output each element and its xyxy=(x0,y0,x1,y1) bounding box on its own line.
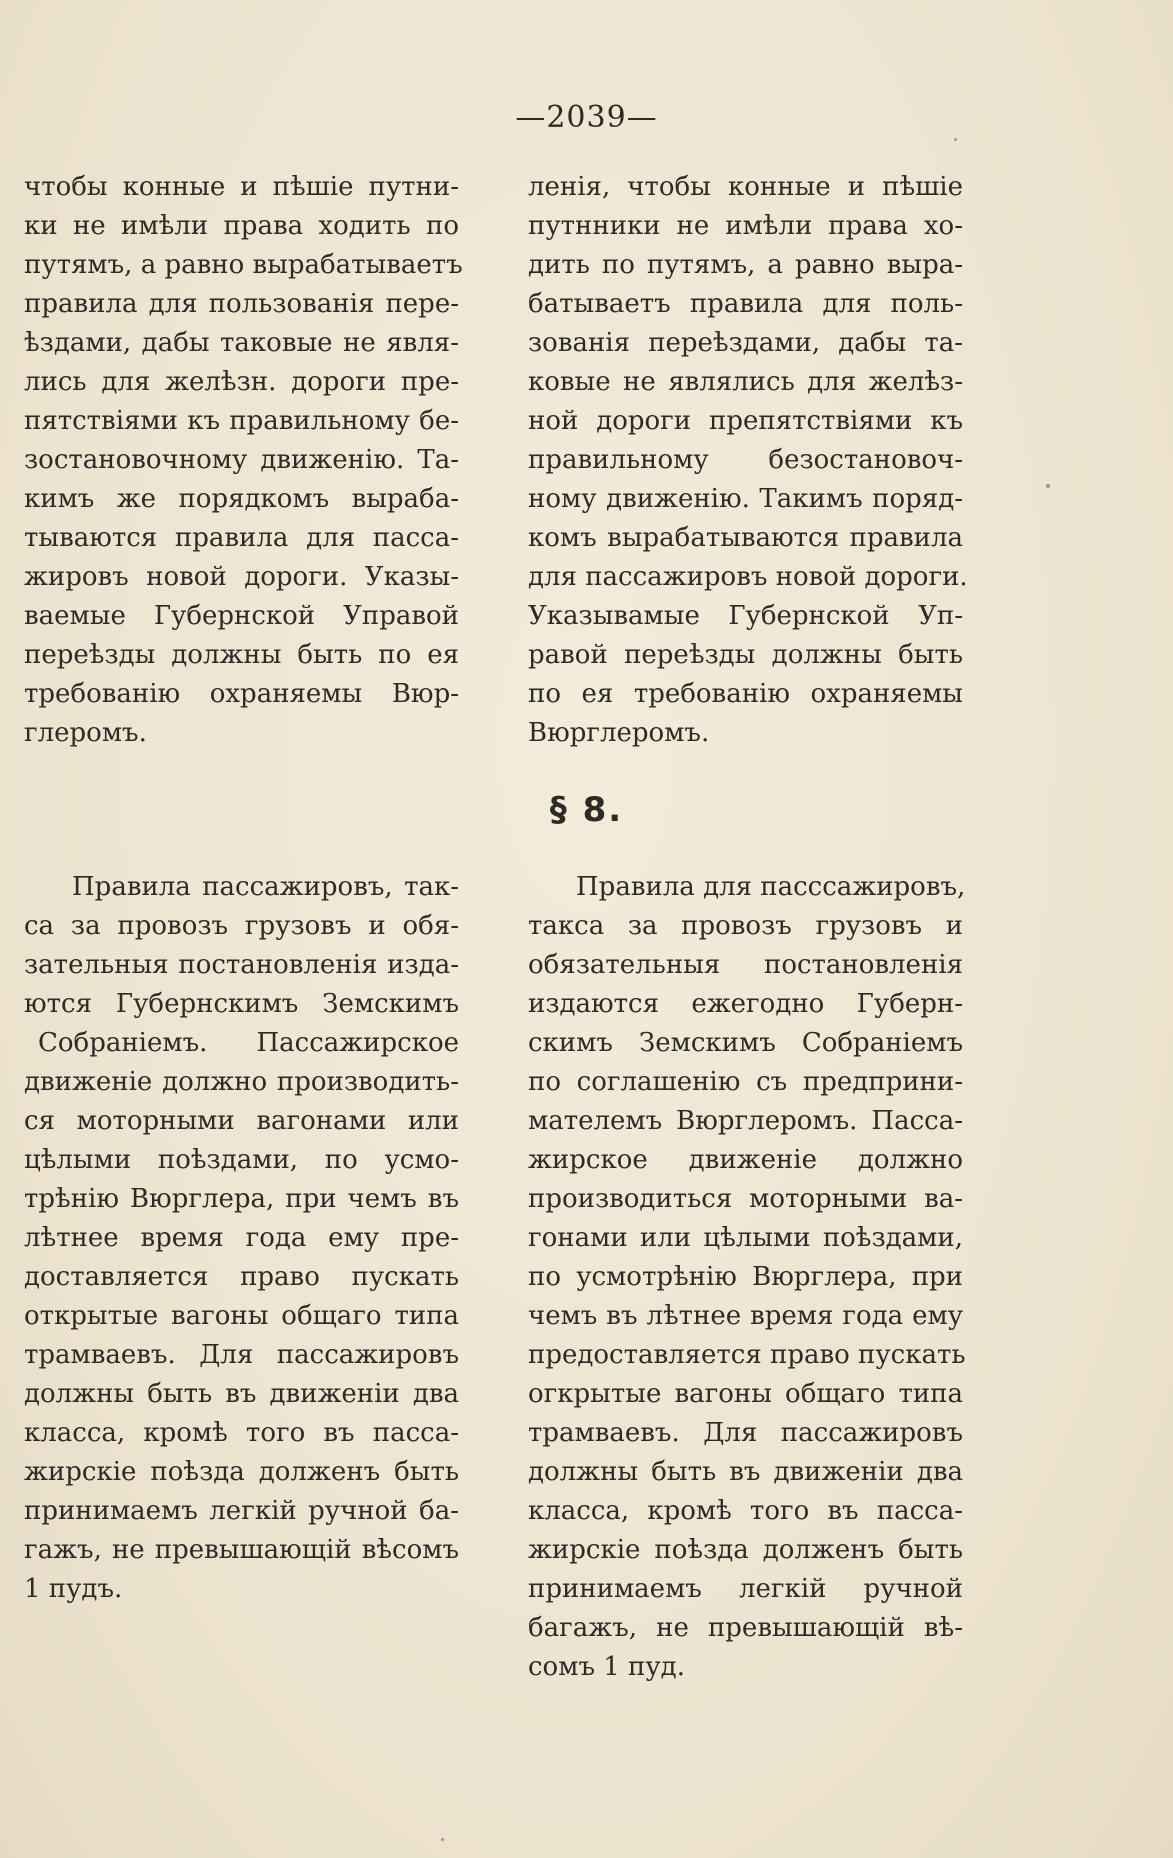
text-line: лѣтнее время года ему пре- xyxy=(24,1223,459,1253)
paper-speck xyxy=(1046,484,1050,488)
text-line: сомъ 1 пуд. xyxy=(528,1652,685,1682)
text-line: ваемые Губернской Управой xyxy=(24,601,459,631)
text-line: мателемъ Вюрглеромъ. Пасса- xyxy=(528,1106,963,1136)
text-line: такса за провозъ грузовъ и xyxy=(528,911,963,941)
page-number: —2039— xyxy=(515,100,658,135)
text-line: класса, кромѣ того въ пасса- xyxy=(528,1496,963,1526)
text-line: тываются правила для пасса- xyxy=(24,523,459,553)
text-line: батываетъ правила для поль- xyxy=(528,289,963,319)
text-line: глеромъ. xyxy=(24,718,147,748)
text-line: доставляется право пускать xyxy=(24,1262,459,1292)
text-line: зостановочному движенiю. Та- xyxy=(24,445,459,475)
text-line: дить по путямъ, а равно выра- xyxy=(528,250,963,280)
text-line: трамваевъ. Для пассажировъ xyxy=(528,1418,963,1448)
text-line: правила для пользованiя пере- xyxy=(24,289,459,319)
text-line: ѣздами, дабы таковые не явля- xyxy=(24,328,459,358)
text-line: ются Губернскимъ Земскимъ xyxy=(24,989,459,1019)
text-line: гонами или цѣлыми поѣздами, xyxy=(528,1223,963,1253)
text-line: правильному безостановоч- xyxy=(528,445,963,475)
text-line: должны быть въ движенiи два xyxy=(24,1379,459,1409)
text-line: кимъ же порядкомъ выраба- xyxy=(24,484,459,514)
text-line: по усмотрѣнiю Вюрглера, при xyxy=(528,1262,963,1292)
text-line: лись для желѣзн. дороги пре- xyxy=(24,367,459,397)
text-line: Указывамые Губернской Уп- xyxy=(528,601,963,631)
left-column-bottom xyxy=(24,868,459,1609)
text-line: издаются ежегодно Губерн- xyxy=(528,989,963,1019)
paper-speck xyxy=(954,138,957,141)
text-line: Вюрглеромъ. xyxy=(528,718,710,748)
text-line: Собранiемъ. Пассажирское xyxy=(38,1028,459,1058)
text-line: чтобы конные и пѣшiе путни- xyxy=(24,172,459,202)
text-line: предоставляется право пускать xyxy=(528,1340,966,1370)
text-line: должны быть въ движенiи два xyxy=(528,1457,963,1487)
text-line: ной дороги препятствiями къ xyxy=(528,406,963,436)
text-line: класса, кромѣ того въ пасса- xyxy=(24,1418,459,1448)
text-line: принимаемъ легкiй ручной xyxy=(528,1574,963,1604)
text-line: ся моторными вагонами или xyxy=(24,1106,459,1136)
text-line: путнники не имѣли права хо- xyxy=(528,211,963,241)
text-line: обязательныя постановленiя xyxy=(528,950,963,980)
text-line: пятствiями къ правильному бе- xyxy=(24,406,459,436)
text-line: для пассажировъ новой дороги. xyxy=(528,562,968,592)
text-line: цѣлыми поѣздами, по усмо- xyxy=(24,1145,459,1175)
text-line: багажъ, не превышающiй вѣ- xyxy=(528,1613,963,1643)
right-column-top xyxy=(528,168,968,753)
text-line: по ея требованiю охраняемы xyxy=(528,679,963,709)
text-line: принимаемъ легкiй ручной ба- xyxy=(24,1496,459,1526)
text-line: ки не имѣли права ходить по xyxy=(24,211,459,241)
text-line: путямъ, а равно вырабатываетъ xyxy=(24,250,463,280)
section-heading: § 8. xyxy=(549,790,624,830)
paper-speck xyxy=(441,1838,444,1841)
text-line: движенiе должно производить- xyxy=(24,1067,459,1097)
text-line: Правила пассажировъ, так- xyxy=(72,872,459,902)
text-line: открытые вагоны общаго типа xyxy=(24,1301,459,1331)
text-line: скимъ Земскимъ Собранiемъ xyxy=(528,1028,963,1058)
text-line: жирскiе поѣзда долженъ быть xyxy=(528,1535,963,1565)
text-line: жирскiе поѣзда долженъ быть xyxy=(24,1457,459,1487)
text-line: требованiю охраняемы Вюр- xyxy=(24,679,459,709)
text-line: жировъ новой дороги. Указы- xyxy=(24,562,459,592)
text-line: зованiя переѣздами, дабы та- xyxy=(528,328,963,358)
text-line: огкрытые вагоны общаго типа xyxy=(528,1379,963,1409)
text-line: жирское движенiе должно xyxy=(528,1145,963,1175)
right-column-bottom xyxy=(528,868,966,1687)
text-line: переѣзды должны быть по ея xyxy=(24,640,459,670)
text-line: ному движенiю. Такимъ поряд- xyxy=(528,484,963,514)
text-line: Правила для пасссажировъ, xyxy=(576,872,966,902)
text-line: гажъ, не превышающiй вѣсомъ xyxy=(24,1535,459,1565)
text-line: ленiя, чтобы конные и пѣшiе xyxy=(528,172,963,202)
text-line: трѣнiю Вюрглера, при чемъ въ xyxy=(24,1184,459,1214)
text-line: равой переѣзды должны быть xyxy=(528,640,963,670)
text-line: са за провозъ грузовъ и обя- xyxy=(24,911,459,941)
left-column-top xyxy=(24,168,463,753)
text-line: трамваевъ. Для пассажировъ xyxy=(24,1340,459,1370)
text-line: комъ вырабатываются правила xyxy=(528,523,963,553)
text-line: чемъ въ лѣтнее время года ему xyxy=(528,1301,963,1331)
text-line: производиться моторными ва- xyxy=(528,1184,963,1214)
text-line: 1 пудъ. xyxy=(24,1574,123,1604)
text-line: зательныя постановленiя изда- xyxy=(24,950,459,980)
text-line: ковые не являлись для желѣз- xyxy=(528,367,963,397)
text-line: по соглашенiю съ предприни- xyxy=(528,1067,963,1097)
